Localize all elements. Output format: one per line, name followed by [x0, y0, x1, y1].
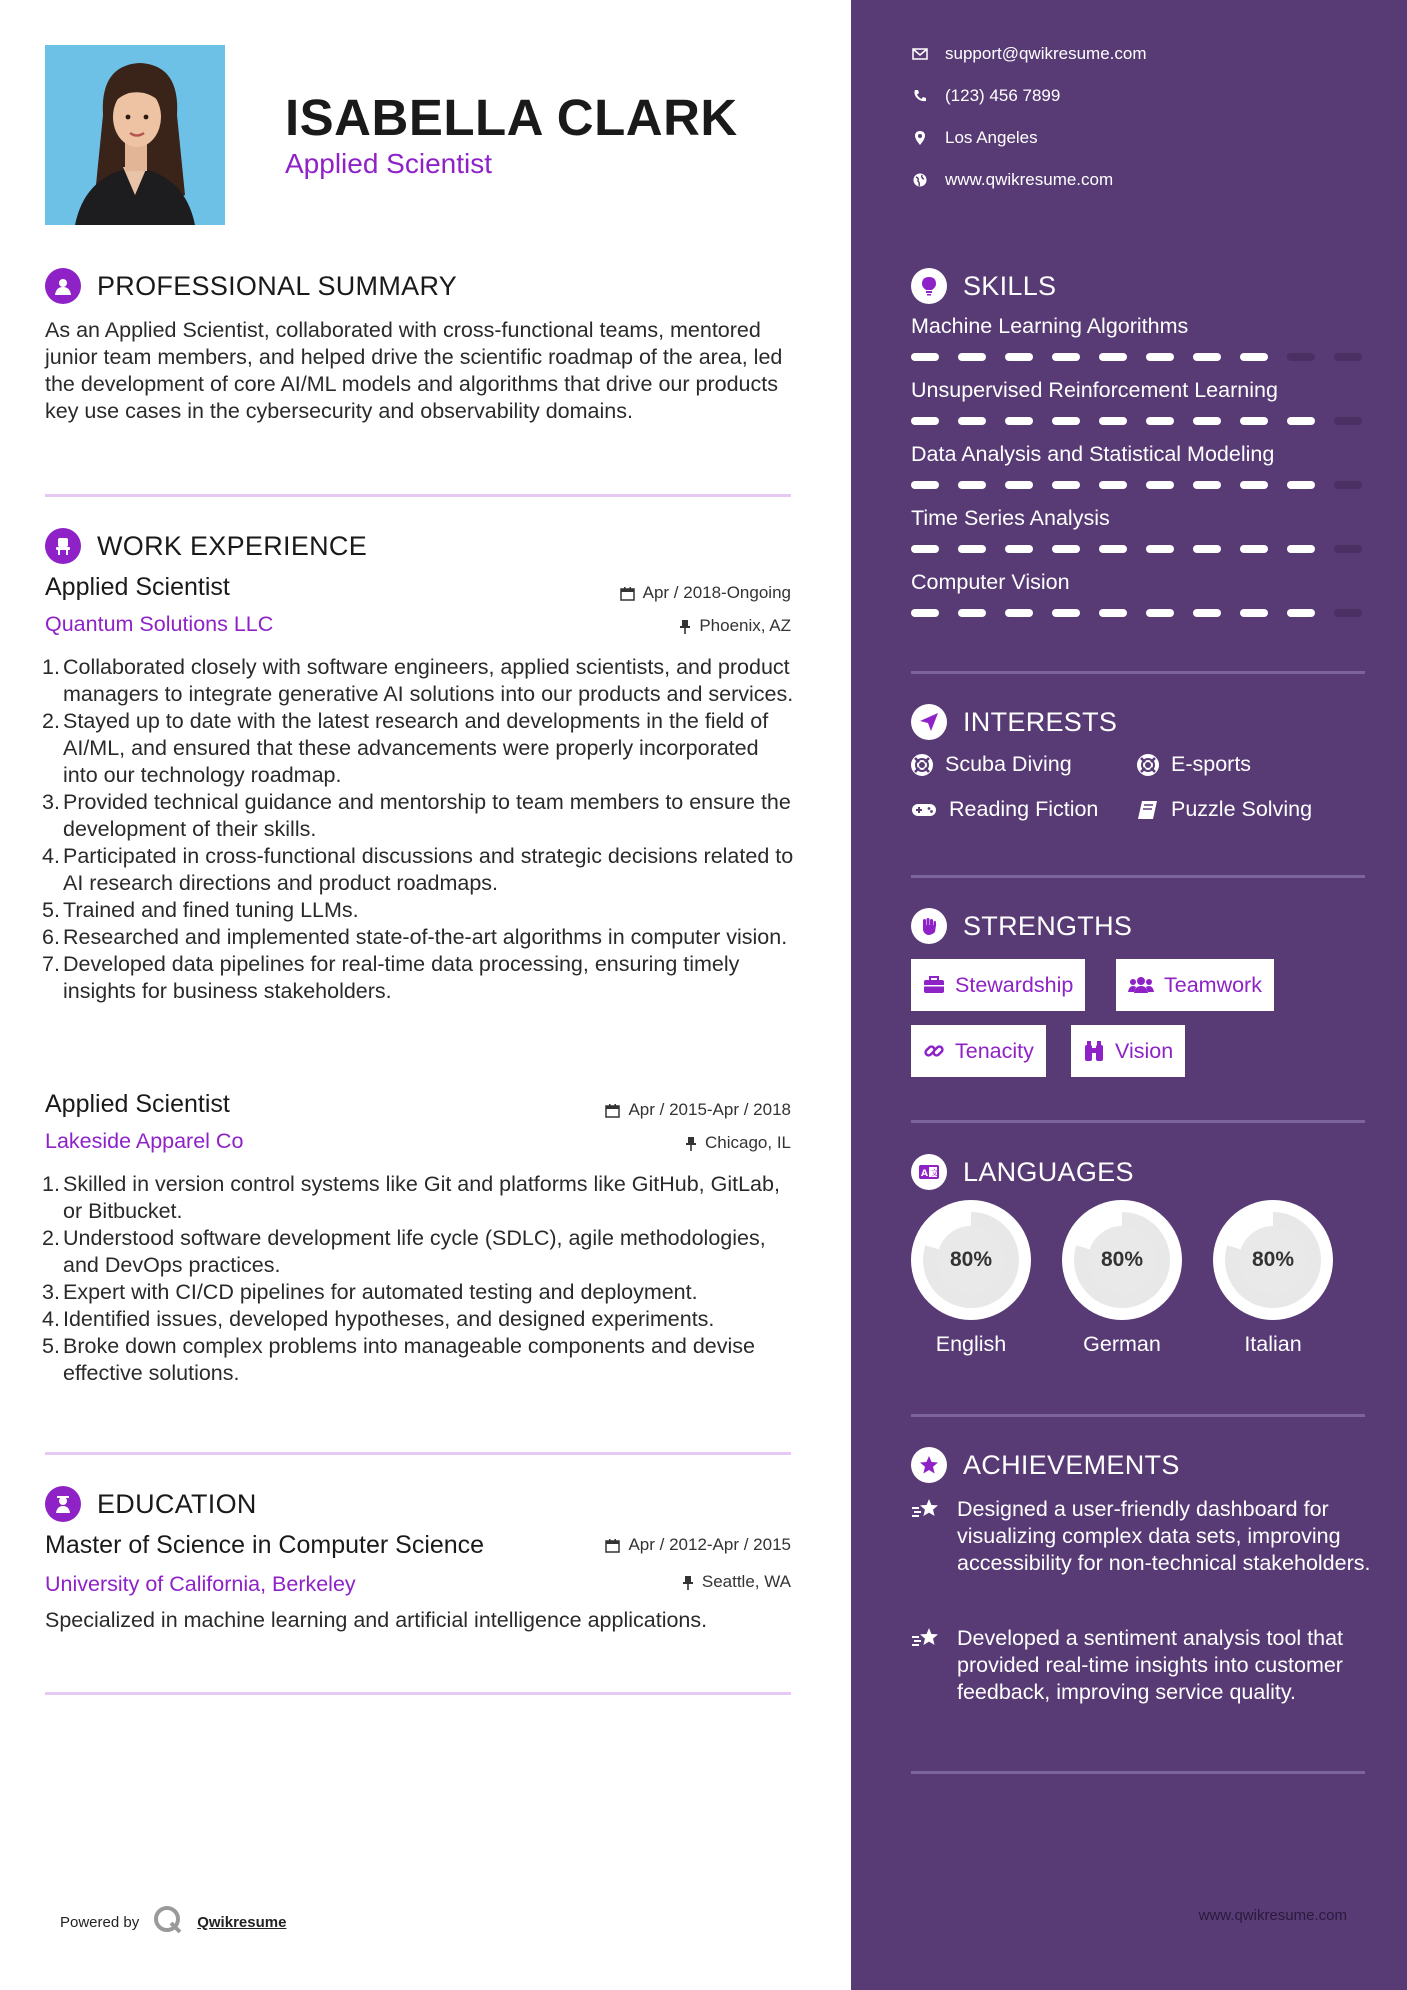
skill-dot-filled — [1146, 353, 1174, 361]
language-item — [1062, 1200, 1182, 1357]
skill-name: Computer Vision — [911, 570, 1070, 594]
bullet-text: Researched and implemented state-of-the-art algorithms in computer vision. — [63, 925, 788, 949]
email-text[interactable]: support@qwikresume.com — [945, 44, 1147, 63]
lightbulb-icon — [911, 268, 947, 304]
footer-url[interactable]: www.qwikresume.com — [1198, 1907, 1347, 1924]
skill-dot-filled — [1287, 417, 1315, 425]
language-proficiency-ring — [1062, 1200, 1182, 1320]
skill-dot-filled — [1005, 609, 1033, 617]
language-item — [911, 1200, 1031, 1357]
education-location — [682, 1572, 791, 1592]
bullet-number: 5. — [42, 898, 60, 922]
powered-by — [60, 1905, 286, 1939]
qwikresume-link[interactable]: Qwikresume — [197, 1913, 287, 1931]
school: University of California, Berkeley — [45, 1572, 356, 1596]
envelope-icon — [911, 48, 929, 60]
skill-dot-filled — [1240, 609, 1268, 617]
skill-dot-filled — [1052, 353, 1080, 361]
fist-icon — [911, 908, 947, 944]
bullet-item — [35, 789, 795, 843]
bullet-item — [35, 924, 795, 951]
achievement-text: Designed a user-friendly dashboard for visualizing complex data sets, improving accessibility for non-technical stakeholders. — [957, 1497, 1371, 1575]
job-date — [620, 583, 791, 603]
skill-dot-filled — [1240, 417, 1268, 425]
bullet-text: Broke down complex problems into manageable components and devise effective solutions. — [63, 1334, 755, 1385]
pin-icon — [682, 1575, 694, 1590]
svg-text:A: A — [921, 1169, 928, 1179]
education-date-text: Apr / 2012-Apr / 2015 — [628, 1535, 791, 1554]
bullet-number: 3. — [42, 790, 60, 814]
graduate-icon — [45, 1486, 81, 1522]
bullet-number: 7. — [42, 952, 60, 976]
interest-item — [1137, 752, 1251, 777]
bullet-item — [35, 1225, 795, 1279]
education-header — [45, 1486, 257, 1522]
location-text: Los Angeles — [945, 128, 1038, 147]
link-icon — [923, 1040, 945, 1062]
skill-dot-filled — [1146, 417, 1174, 425]
skill-dot-filled — [1193, 481, 1221, 489]
binoculars-icon — [1083, 1040, 1105, 1062]
sidebar — [851, 0, 1407, 1990]
user-circle-icon — [45, 268, 81, 304]
language-proficiency-ring — [1213, 1200, 1333, 1320]
strength-chip — [911, 1025, 1046, 1077]
skill-dot-filled — [1052, 609, 1080, 617]
skill-dot-filled — [911, 353, 939, 361]
strength-label: Tenacity — [955, 1038, 1034, 1063]
skill-dot-filled — [1146, 545, 1174, 553]
bullet-item — [35, 1171, 795, 1225]
contact-location — [911, 128, 1038, 148]
job-location-text: Phoenix, AZ — [699, 616, 791, 635]
bullet-number: 5. — [42, 1334, 60, 1358]
life-ring-icon — [911, 754, 933, 776]
degree: Master of Science in Computer Science — [45, 1531, 485, 1559]
job-location — [685, 1133, 791, 1153]
skill-dot-filled — [958, 609, 986, 617]
calendar-icon — [605, 1538, 620, 1553]
language-percent: 80% — [1088, 1226, 1156, 1294]
job-date-text: Apr / 2015-Apr / 2018 — [628, 1100, 791, 1119]
powered-by-label: Powered by — [60, 1913, 140, 1931]
map-marker-icon — [911, 131, 929, 145]
bullet-item — [35, 843, 795, 897]
bullet-number: 6. — [42, 925, 60, 949]
skill-dot-empty — [1334, 545, 1362, 553]
skill-dot-filled — [1099, 417, 1127, 425]
gamepad-icon — [911, 802, 937, 818]
contact-website — [911, 170, 1113, 190]
job-company: Lakeside Apparel Co — [45, 1129, 244, 1153]
bullet-text: Stayed up to date with the latest research and developments in the field of AI/ML, and ensured that these advancements were properly incorporated into our technology roadmap. — [63, 709, 769, 787]
summary-heading: PROFESSIONAL SUMMARY — [97, 270, 458, 301]
languages-header — [911, 1154, 1134, 1190]
education-location-text: Seattle, WA — [701, 1572, 791, 1591]
skill-name: Machine Learning Algorithms — [911, 314, 1189, 338]
users-icon — [1128, 976, 1154, 994]
skill-dot-filled — [1146, 481, 1174, 489]
skill-dot-filled — [1099, 609, 1127, 617]
language-item — [1213, 1200, 1333, 1357]
skills-heading: SKILLS — [963, 270, 1057, 301]
phone-text: (123) 456 7899 — [945, 86, 1061, 105]
skill-level-bar — [911, 545, 1381, 553]
skill-dot-filled — [958, 545, 986, 553]
skill-dot-filled — [1287, 481, 1315, 489]
education-description: Specialized in machine learning and artificial intelligence applications. — [45, 1608, 708, 1632]
education-heading: EDUCATION — [97, 1488, 257, 1519]
divider — [45, 1692, 791, 1695]
website-text[interactable]: www.qwikresume.com — [945, 170, 1114, 189]
skill-dot-filled — [1287, 609, 1315, 617]
bullet-text: Expert with CI/CD pipelines for automated testing and deployment. — [63, 1280, 698, 1304]
strength-chip — [911, 959, 1085, 1011]
skill-dot-empty — [1334, 481, 1362, 489]
bullet-text: Trained and fined tuning LLMs. — [63, 898, 359, 922]
divider — [911, 1414, 1365, 1417]
skill-dot-filled — [1193, 545, 1221, 553]
language-percent: 80% — [1239, 1226, 1307, 1294]
phone-icon — [911, 89, 929, 103]
candidate-name: ISABELLA CLARK — [285, 89, 738, 146]
skill-dot-filled — [1240, 481, 1268, 489]
bullet-number: 1. — [42, 655, 60, 679]
divider — [45, 494, 791, 497]
skill-dot-filled — [958, 417, 986, 425]
bullet-text: Developed data pipelines for real-time data processing, ensuring timely insights for business stakeholders. — [63, 952, 740, 1003]
skill-dot-empty — [1287, 353, 1315, 361]
bullet-text: Collaborated closely with software engineers, applied scientists, and product managers to integrate generative AI solutions into our products and services. — [63, 655, 794, 706]
divider — [911, 875, 1365, 878]
strength-label: Stewardship — [955, 972, 1074, 997]
bullet-number: 3. — [42, 1280, 60, 1304]
skill-dot-filled — [1052, 545, 1080, 553]
achievement-item — [911, 1625, 1371, 1706]
bullet-text: Provided technical guidance and mentorship to team members to ensure the development of their skills. — [63, 790, 791, 841]
language-name: English — [935, 1332, 1007, 1356]
star-badge-icon — [911, 1447, 947, 1483]
skill-dot-empty — [1334, 353, 1362, 361]
bullet-text: Understood software development life cycle (SDLC), agile methodologies, and DevOps practices. — [63, 1226, 766, 1277]
profile-photo — [45, 45, 225, 225]
pin-icon — [679, 619, 691, 634]
skill-level-bar — [911, 481, 1381, 489]
bullet-item — [35, 708, 795, 789]
skill-dot-filled — [1146, 609, 1174, 617]
paper-plane-icon — [911, 704, 947, 740]
summary-header — [45, 268, 457, 304]
strengths-header — [911, 908, 1132, 944]
interest-item — [1137, 797, 1312, 822]
skill-dot-filled — [911, 609, 939, 617]
skill-dot-filled — [1240, 353, 1268, 361]
skill-dot-empty — [1334, 417, 1362, 425]
language-name: German — [1083, 1332, 1161, 1356]
achievements-heading: ACHIEVEMENTS — [963, 1449, 1180, 1480]
pin-icon — [685, 1136, 697, 1151]
skill-dot-filled — [1240, 545, 1268, 553]
chair-icon — [45, 528, 81, 564]
candidate-title: Applied Scientist — [285, 148, 493, 179]
skill-name: Data Analysis and Statistical Modeling — [911, 442, 1275, 466]
interests-heading: INTERESTS — [963, 706, 1118, 737]
interest-label: E-sports — [1171, 752, 1252, 776]
skill-dot-filled — [1193, 609, 1221, 617]
bullet-number: 2. — [42, 1226, 60, 1250]
bullet-item — [35, 1333, 795, 1387]
skill-level-bar — [911, 417, 1381, 425]
skill-dot-filled — [911, 545, 939, 553]
language-percent: 80% — [937, 1226, 1005, 1294]
work-heading: WORK EXPERIENCE — [97, 530, 368, 561]
strength-chip — [1116, 959, 1274, 1011]
skill-level-bar — [911, 353, 1381, 361]
skill-dot-filled — [1099, 481, 1127, 489]
achievement-text: Developed a sentiment analysis tool that provided real-time insights into customer feedback, improving service quality. — [957, 1626, 1344, 1704]
strength-label: Vision — [1115, 1038, 1174, 1063]
interest-label: Reading Fiction — [949, 797, 1099, 821]
skill-level-bar — [911, 609, 1381, 617]
job-location — [679, 616, 791, 636]
book-icon — [1137, 800, 1159, 820]
languages-heading: LANGUAGES — [963, 1156, 1134, 1187]
bullet-number: 4. — [42, 1307, 60, 1331]
job-date — [605, 1100, 791, 1120]
qwikresume-logo-icon — [153, 1905, 183, 1939]
shooting-star-icon — [911, 1625, 943, 1706]
job-date-text: Apr / 2018-Ongoing — [642, 583, 791, 602]
divider — [911, 1120, 1365, 1123]
shooting-star-icon — [911, 1496, 943, 1577]
skill-dot-filled — [911, 481, 939, 489]
achievements-header — [911, 1447, 1180, 1483]
bullet-number: 1. — [42, 1172, 60, 1196]
job-title: Applied Scientist — [45, 1090, 230, 1118]
divider — [911, 671, 1365, 674]
skill-dot-filled — [911, 417, 939, 425]
bullet-item — [35, 1306, 795, 1333]
bullet-item — [35, 654, 795, 708]
job-company: Quantum Solutions LLC — [45, 612, 274, 636]
bullet-number: 4. — [42, 844, 60, 868]
bullet-item — [35, 897, 795, 924]
achievement-item — [911, 1496, 1371, 1577]
interest-label: Scuba Diving — [945, 752, 1072, 776]
calendar-icon — [605, 1103, 620, 1118]
skill-dot-filled — [1005, 481, 1033, 489]
skill-dot-filled — [1193, 417, 1221, 425]
strength-label: Teamwork — [1164, 972, 1262, 997]
interest-item — [911, 797, 1098, 822]
language-proficiency-ring — [911, 1200, 1031, 1320]
divider — [45, 1452, 791, 1455]
education-date — [605, 1535, 791, 1555]
bullet-number: 2. — [42, 709, 60, 733]
job-title: Applied Scientist — [45, 573, 230, 601]
skill-dot-filled — [1193, 353, 1221, 361]
briefcase-icon — [923, 976, 945, 994]
life-ring-icon — [1137, 754, 1159, 776]
bullet-text: Identified issues, developed hypotheses, and designed experiments. — [63, 1307, 715, 1331]
divider — [911, 1771, 1365, 1774]
job-bullets — [35, 654, 795, 1005]
skill-dot-filled — [1287, 545, 1315, 553]
skill-dot-filled — [1005, 353, 1033, 361]
bullet-item — [35, 1279, 795, 1306]
bullet-text: Participated in cross-functional discussions and strategic decisions related to AI research directions and product roadmaps. — [63, 844, 794, 895]
interests-header — [911, 704, 1117, 740]
globe-icon — [911, 173, 929, 187]
skill-dot-filled — [1099, 545, 1127, 553]
skill-dot-filled — [958, 353, 986, 361]
calendar-icon — [620, 586, 635, 601]
contact-email — [911, 44, 1147, 64]
job-bullets — [35, 1171, 795, 1387]
skill-dot-filled — [958, 481, 986, 489]
skill-dot-empty — [1334, 609, 1362, 617]
skill-dot-filled — [1099, 353, 1127, 361]
work-header — [45, 528, 367, 564]
job-location-text: Chicago, IL — [705, 1133, 791, 1152]
strengths-heading: STRENGTHS — [963, 910, 1133, 941]
skill-name: Unsupervised Reinforcement Learning — [911, 378, 1278, 402]
bullet-item — [35, 951, 795, 1005]
strength-chip — [1071, 1025, 1185, 1077]
bullet-text: Skilled in version control systems like Git and platforms like GitHub, GitLab, or Bitbucket. — [63, 1172, 780, 1223]
language-icon — [911, 1154, 947, 1190]
svg-text:文: 文 — [930, 1168, 939, 1178]
language-name: Italian — [1244, 1332, 1302, 1356]
interest-label: Puzzle Solving — [1171, 797, 1313, 821]
summary-text: As an Applied Scientist, collaborated with cross-functional teams, mentored junior team members, and helped drive the scientific roadmap of the area, led the development of core AI/ML models and algorithms that drive our products key use cases in the cybersecurity and observability domains. — [45, 318, 783, 423]
skill-dot-filled — [1052, 417, 1080, 425]
skill-dot-filled — [1005, 545, 1033, 553]
skill-dot-filled — [1052, 481, 1080, 489]
contact-phone — [911, 86, 1060, 106]
skills-header — [911, 268, 1056, 304]
interest-item — [911, 752, 1072, 777]
skill-dot-filled — [1005, 417, 1033, 425]
skill-name: Time Series Analysis — [911, 506, 1110, 530]
